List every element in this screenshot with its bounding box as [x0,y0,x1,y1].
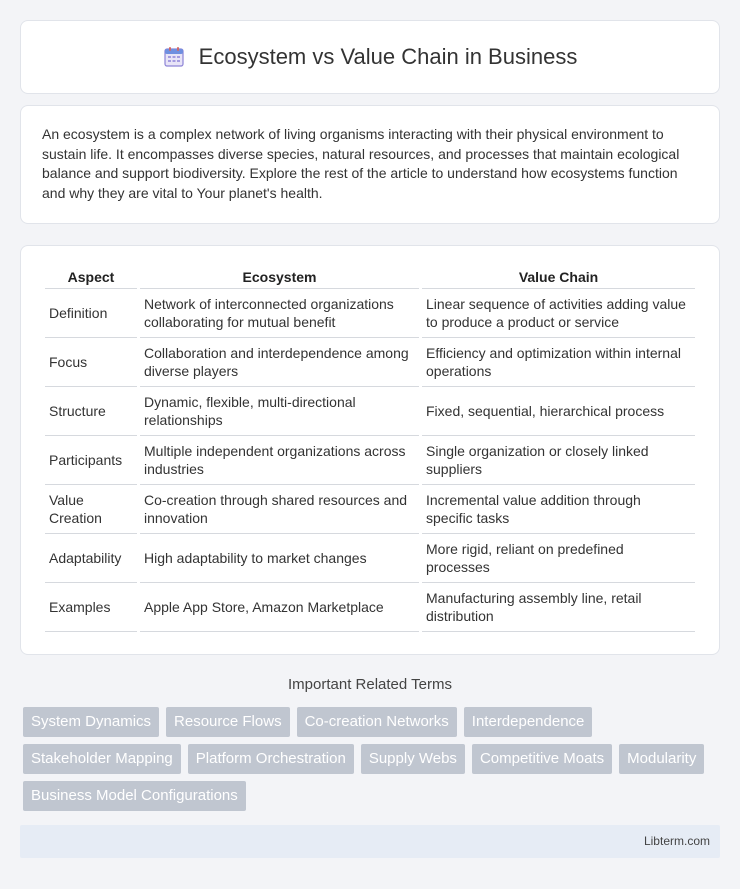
table-row [45,436,695,485]
ecosystem-cell: Collaboration and interdependence among diverse players [140,338,419,387]
table-row [45,485,695,534]
ecosystem-cell: Apple App Store, Amazon Marketplace [140,583,419,632]
aspect-cell: Value Creation [45,485,137,534]
title-card [20,20,720,94]
aspect-cell: Focus [45,338,137,387]
table-row [45,387,695,436]
related-term-tag[interactable]: Co-creation Networks [297,707,457,737]
aspect-cell: Adaptability [45,534,137,583]
value-chain-cell: Linear sequence of activities adding value to produce a product or service [422,289,695,338]
header-value-chain: Value Chain [422,266,695,289]
comparison-table [42,266,698,632]
value-chain-cell: Fixed, sequential, hierarchical process [422,387,695,436]
value-chain-cell: Manufacturing assembly line, retail distribution [422,583,695,632]
related-terms-title: Important Related Terms [288,676,452,693]
related-term-tag[interactable]: Business Model Configurations [23,781,246,811]
ecosystem-cell: High adaptability to market changes [140,534,419,583]
footer [20,825,720,858]
ecosystem-cell: Dynamic, flexible, multi-directional relationships [140,387,419,436]
related-terms-list [23,707,723,811]
value-chain-cell: More rigid, reliant on predefined processes [422,534,695,583]
comparison-table-card [20,245,720,655]
header-ecosystem: Ecosystem [140,266,419,289]
related-term-tag[interactable]: Competitive Moats [472,744,612,774]
footer-site-link[interactable]: Libterm.com [643,834,710,848]
calendar-icon [163,46,185,68]
related-term-tag[interactable]: Platform Orchestration [188,744,354,774]
ecosystem-cell: Network of interconnected organizations collaborating for mutual benefit [140,289,419,338]
table-row [45,534,695,583]
related-term-tag[interactable]: Supply Webs [361,744,465,774]
related-term-tag[interactable]: Stakeholder Mapping [23,744,181,774]
aspect-cell: Examples [45,583,137,632]
aspect-cell: Structure [45,387,137,436]
ecosystem-cell: Co-creation through shared resources and innovation [140,485,419,534]
value-chain-cell: Single organization or closely linked suppliers [422,436,695,485]
value-chain-cell: Incremental value addition through specific tasks [422,485,695,534]
related-term-tag[interactable]: Modularity [619,744,704,774]
header-aspect: Aspect [45,266,137,289]
table-header-row [45,266,695,289]
aspect-cell: Definition [45,289,137,338]
intro-card [20,105,720,224]
related-term-tag[interactable]: Interdependence [464,707,593,737]
intro-text: An ecosystem is a complex network of living organisms interacting with their physical environment to sustain life. It encompasses diverse species, natural resources, and processes that maintain ecological balance and support biodiversity. Explore the rest of the article to understand how ecosystems function and why they are vital to Your planet's health. [42,126,680,201]
related-term-tag[interactable]: System Dynamics [23,707,159,737]
ecosystem-cell: Multiple independent organizations across industries [140,436,419,485]
value-chain-cell: Efficiency and optimization within internal operations [422,338,695,387]
table-row [45,583,695,632]
page-title: Ecosystem vs Value Chain in Business [198,44,578,69]
related-term-tag[interactable]: Resource Flows [166,707,290,737]
aspect-cell: Participants [45,436,137,485]
table-row [45,289,695,338]
table-row [45,338,695,387]
